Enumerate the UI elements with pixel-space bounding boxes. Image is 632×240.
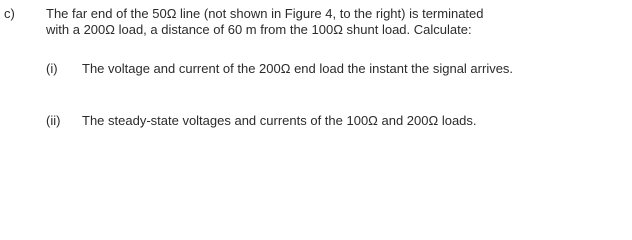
sub-question-text: The steady-state voltages and currents of the 100Ω and 200Ω loads. [82,113,477,128]
part-label: c) [4,6,15,21]
sub-question-number: (i) [46,61,58,76]
intro-line: with a 200Ω load, a distance of 60 m from the 100Ω shunt load. Calculate: [46,22,472,37]
sub-question-ii [46,113,477,129]
intro-line: The far end of the 50Ω line (not shown in Figure 4, to the right) is terminated [46,6,484,21]
sub-question-number: (ii) [46,113,61,128]
sub-question-text: The voltage and current of the 200Ω end load the instant the signal arrives. [82,61,514,76]
question-intro [46,6,628,38]
sub-question-i [46,61,513,77]
